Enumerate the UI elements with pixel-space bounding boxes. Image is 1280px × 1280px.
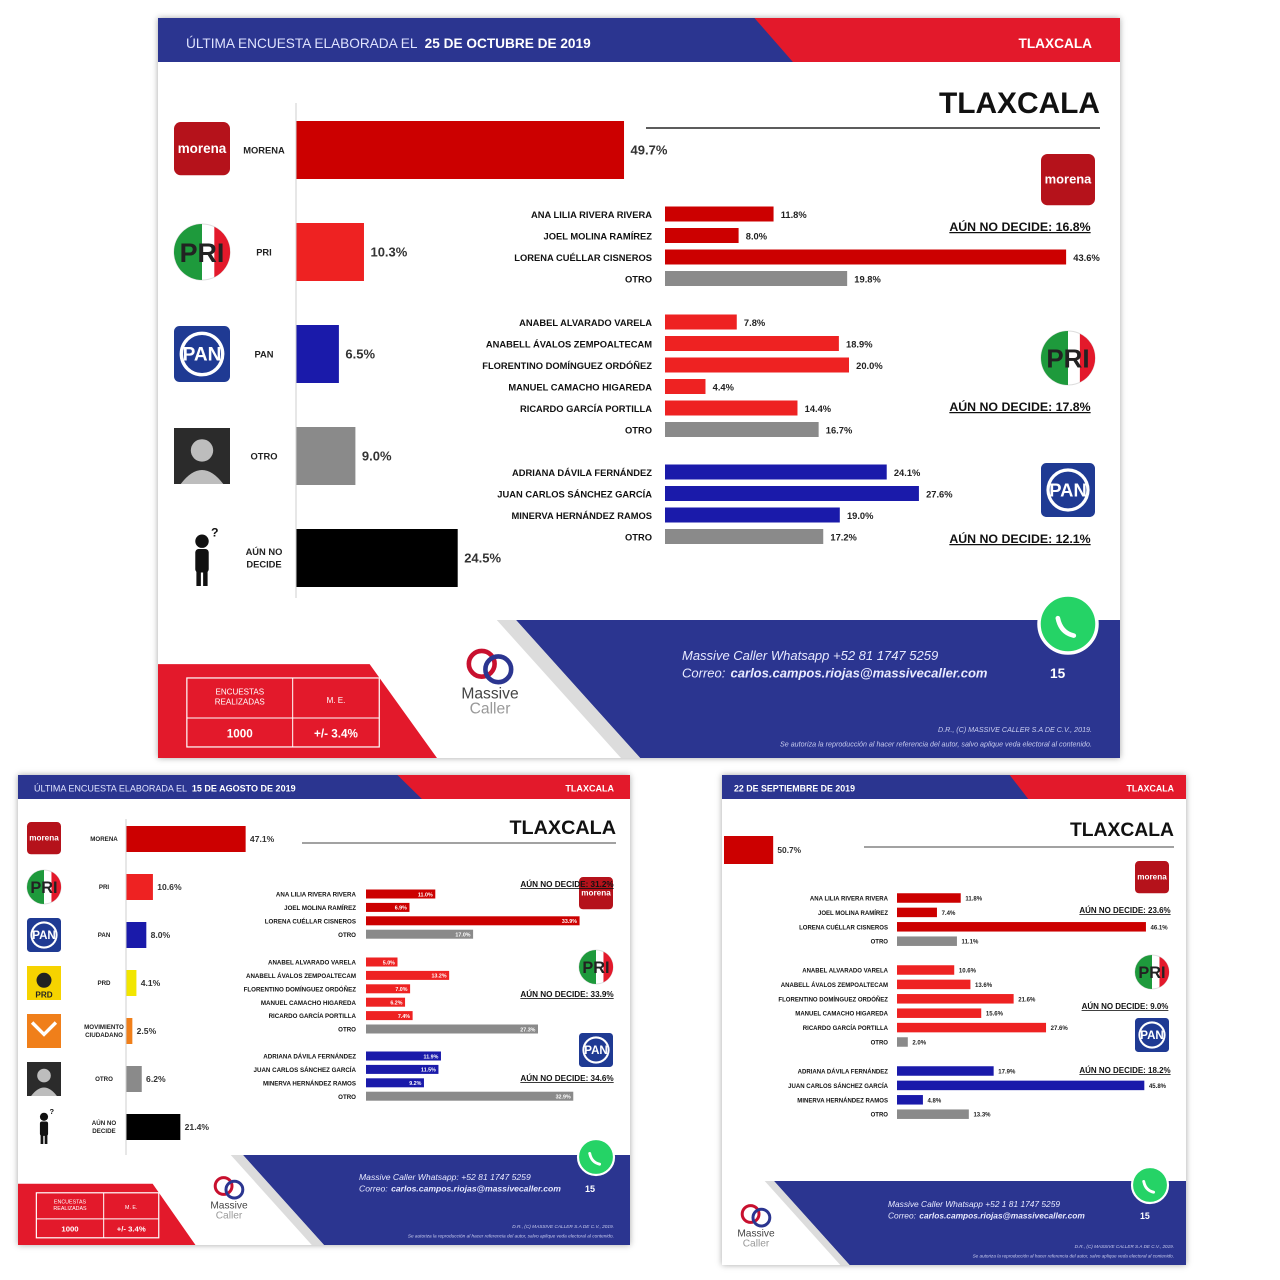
candidate-name: ADRIANA DÁVILA FERNÁNDEZ <box>797 1069 888 1076</box>
party-label: MOVIMIENTO CIUDADANO <box>84 1024 124 1040</box>
candidate-name: JOEL MOLINA RAMÍREZ <box>284 904 356 912</box>
candidate-value-label: 13.2% <box>431 973 447 980</box>
candidate-value-label: 16.7% <box>825 425 853 436</box>
candidate-name: OTRO <box>870 1112 888 1119</box>
party-label: MORENA <box>90 836 118 844</box>
candidate-value-label: 4.8% <box>927 1098 942 1105</box>
massive-caller-logo-icon <box>742 1206 759 1223</box>
party-bar <box>296 529 458 587</box>
candidate-name: ANABELL ÁVALOS ZEMPOALTECAM <box>246 972 356 980</box>
candidate-value-label: 11.5% <box>421 1067 436 1074</box>
candidate-bar <box>897 1109 969 1119</box>
undecided-person-icon <box>40 1107 55 1144</box>
candidate-name: MANUEL CAMACHO HIGAREDA <box>260 999 356 1007</box>
candidate-name: OTRO <box>338 931 356 939</box>
candidate-name: LORENA CUÉLLAR CISNEROS <box>514 252 652 263</box>
candidate-name: JUAN CARLOS SÁNCHEZ GARCÍA <box>253 1066 356 1074</box>
candidate-value-label: 13.3% <box>973 1112 991 1119</box>
candidate-name: JUAN CARLOS SÁNCHEZ GARCÍA <box>497 489 652 500</box>
margin-error-value: +/- 3.4% <box>314 727 358 741</box>
candidate-name: FLORENTINO DOMÍNGUEZ ORDÓÑEZ <box>243 986 356 994</box>
email-prefix: Correo: <box>888 1210 916 1221</box>
candidate-bar <box>665 228 739 243</box>
party-value-label: 6.2% <box>146 1074 166 1085</box>
copyright-note: D.R., (C) MASSIVE CALLER S.A DE C.V., 2019. <box>938 726 1092 734</box>
party-value-label: 2.5% <box>136 1026 157 1037</box>
party-value-label: 10.6% <box>157 882 182 893</box>
brand-name-bottom: Caller <box>742 1238 770 1250</box>
party-chart <box>174 103 668 598</box>
candidate-name: MANUEL CAMACHO HIGAREDA <box>508 382 652 393</box>
massive-caller-logo-icon <box>215 1178 232 1195</box>
party-value-label: 49.7% <box>630 142 668 158</box>
candidate-name: LORENA CUÉLLAR CISNEROS <box>799 925 888 932</box>
morena-logo-text: morena <box>581 888 611 898</box>
candidate-name: MINERVA HERNÁNDEZ RAMOS <box>511 510 652 521</box>
reproduction-note: Se autoriza la reproducción al hacer referencia del autor, salvo aplique veda electoral al contenido. <box>972 1253 1174 1259</box>
candidate-bar <box>897 922 1146 932</box>
candidate-value-label: 6.2% <box>390 1000 403 1007</box>
candidate-name: ANABELL ÁVALOS ZEMPOALTECAM <box>485 339 652 350</box>
candidate-value-label: 11.1% <box>961 939 979 946</box>
party-bar <box>126 970 136 996</box>
candidate-name: FLORENTINO DOMÍNGUEZ ORDÓÑEZ <box>482 360 652 371</box>
candidate-value-label: 11.0% <box>417 892 433 899</box>
reproduction-note: Se autoriza la reproducción al hacer referencia del autor, salvo aplique veda electoral al contenido. <box>779 740 1092 749</box>
candidate-name: OTRO <box>625 274 652 285</box>
party-label: PRD <box>97 980 111 988</box>
candidate-value-label: 13.6% <box>975 982 993 989</box>
candidate-value-label: 2.0% <box>912 1040 927 1047</box>
candidate-value-label: 20.0% <box>856 360 883 371</box>
candidate-bar <box>897 980 970 990</box>
survey-slide-september <box>722 775 1186 1265</box>
candidate-name: RICARDO GARCÍA PORTILLA <box>268 1013 356 1021</box>
candidate-bar <box>366 916 580 925</box>
email-prefix: Correo: <box>359 1183 388 1194</box>
candidate-bar <box>897 936 957 946</box>
candidate-bar <box>366 1025 538 1034</box>
surveys-value: 1000 <box>226 727 253 741</box>
copyright-note: D.R., (C) MASSIVE CALLER S.A DE C.V., 2019. <box>512 1224 614 1230</box>
undecided-label: AÚN NO DECIDE: 23.6% <box>1079 906 1171 915</box>
candidate-chart <box>778 861 1170 1119</box>
party-bar <box>126 1018 132 1044</box>
slide-canvas <box>722 775 1186 1265</box>
header-bar <box>158 18 1120 62</box>
pri-logo-text: PRI <box>1046 345 1090 374</box>
header-bar <box>722 775 1186 799</box>
party-label: MORENA <box>243 145 285 156</box>
candidate-value-label: 21.6% <box>1018 997 1036 1004</box>
whatsapp-contact: Massive Caller Whatsapp +52 1 81 1747 5259 <box>888 1199 1061 1209</box>
whatsapp-contact: Massive Caller Whatsapp +52 81 1747 5259 <box>682 648 939 663</box>
candidate-value-label: 19.0% <box>846 510 874 521</box>
party-value-label: 21.4% <box>184 1122 210 1133</box>
undecided-label: AÚN NO DECIDE: 9.0% <box>1081 1002 1169 1011</box>
candidate-name: MANUEL CAMACHO HIGAREDA <box>795 1011 888 1018</box>
candidate-value-label: 7.4% <box>941 910 956 917</box>
candidate-value-label: 6.9% <box>394 905 407 912</box>
candidate-name: MINERVA HERNÁNDEZ RAMOS <box>797 1098 888 1105</box>
surveys-value: 1000 <box>61 1224 79 1234</box>
candidate-name: ANA LILIA RIVERA RIVERA <box>809 896 888 903</box>
header-date: 15 DE AGOSTO DE 2019 <box>191 783 296 794</box>
undecided-label: AÚN NO DECIDE: 17.8% <box>949 400 1091 414</box>
candidate-name: ADRIANA DÁVILA FERNÁNDEZ <box>263 1053 356 1061</box>
candidate-value-label: 4.4% <box>712 382 734 393</box>
candidate-name: JOEL MOLINA RAMÍREZ <box>817 910 888 917</box>
pan-logo-text: PAN <box>1140 1030 1164 1043</box>
footer <box>18 1139 630 1245</box>
party-bar <box>126 826 246 852</box>
party-value-label: 10.3% <box>370 244 408 260</box>
candidate-name: OTRO <box>625 532 652 543</box>
candidate-value-label: 18.9% <box>846 339 873 350</box>
candidate-value-label: 32.9% <box>555 1094 571 1101</box>
candidate-name: OTRO <box>625 425 652 436</box>
candidate-name: ANABELL ÁVALOS ZEMPOALTECAM <box>780 982 888 989</box>
massive-caller-logo-icon <box>469 651 495 677</box>
whatsapp-icon <box>578 1139 614 1175</box>
candidate-bar <box>665 529 823 544</box>
candidate-bar <box>665 422 819 437</box>
margin-error-label: M. E. <box>326 695 346 705</box>
candidate-value-label: 7.4% <box>397 1013 411 1020</box>
brand-name-top: Massive <box>461 685 519 703</box>
survey-slide-august <box>18 775 630 1245</box>
candidate-value-label: 43.6% <box>1073 252 1100 263</box>
candidate-value-label: 11.8% <box>780 209 807 220</box>
candidate-value-label: 46.1% <box>1150 925 1168 932</box>
candidate-name: JOEL MOLINA RAMÍREZ <box>543 231 652 242</box>
candidate-bar <box>665 315 737 330</box>
candidate-bar <box>665 465 887 480</box>
candidate-name: OTRO <box>870 1040 888 1047</box>
morena-logo-text: morena <box>177 140 227 156</box>
pri-logo-text: PRI <box>179 238 225 269</box>
reproduction-note: Se autoriza la reproducción al hacer referencia del autor, salvo aplique veda electoral al contenido. <box>407 1234 614 1240</box>
pan-logo-text: PAN <box>584 1045 608 1058</box>
candidate-bar <box>665 271 847 286</box>
whatsapp-contact: Massive Caller Whatsapp: +52 81 1747 5259 <box>359 1172 531 1182</box>
morena-logo-text: morena <box>1044 171 1092 187</box>
candidate-bar <box>897 893 961 903</box>
party-value-label: 50.7% <box>777 844 802 855</box>
candidate-bar <box>897 1023 1046 1033</box>
party-bar <box>126 874 153 900</box>
candidate-name: ANABEL ALVARADO VARELA <box>802 968 888 975</box>
candidate-value-label: 8.0% <box>745 231 768 242</box>
party-bar <box>126 922 146 948</box>
candidate-name: OTRO <box>870 939 888 946</box>
candidate-bar <box>897 908 937 918</box>
undecided-label: AÚN NO DECIDE: 33.9% <box>520 990 614 999</box>
header-date: 22 DE SEPTIEMBRE DE 2019 <box>734 783 855 794</box>
candidate-bar <box>665 401 797 416</box>
pan-logo-text: PAN <box>1049 479 1087 501</box>
candidate-bar <box>665 207 774 222</box>
footer <box>158 595 1120 758</box>
candidate-bar <box>665 250 1066 265</box>
candidate-value-label: 17.2% <box>830 532 857 543</box>
movimiento-ciudadano-logo-icon <box>27 1014 61 1048</box>
candidate-value-label: 17.0% <box>455 932 471 939</box>
footer <box>737 1167 1186 1265</box>
party-label: OTRO <box>250 451 278 462</box>
page-title: TLAXCALA <box>938 87 1100 120</box>
candidate-bar <box>897 1081 1144 1091</box>
candidate-name: FLORENTINO DOMÍNGUEZ ORDÓÑEZ <box>778 997 888 1004</box>
header-state: TLAXCALA <box>1018 35 1092 51</box>
candidate-value-label: 19.8% <box>854 274 881 285</box>
candidate-name: RICARDO GARCÍA PORTILLA <box>519 403 652 414</box>
slide-canvas <box>18 775 630 1245</box>
party-chart <box>27 819 275 1155</box>
candidate-value-label: 27.6% <box>1050 1026 1068 1033</box>
brand-name-top: Massive <box>210 1200 248 1212</box>
brand-name-bottom: Caller <box>215 1210 243 1222</box>
party-bar <box>296 427 355 485</box>
candidate-name: OTRO <box>338 1093 356 1101</box>
candidate-bar <box>665 358 849 373</box>
party-label: PAN <box>97 932 111 940</box>
candidate-bar <box>897 1008 981 1018</box>
header-caption: ÚLTIMA ENCUESTA ELABORADA EL <box>34 783 187 794</box>
candidate-value-label: 9.2% <box>409 1081 422 1088</box>
candidate-name: JUAN CARLOS SÁNCHEZ GARCÍA <box>788 1083 888 1090</box>
email-address: carlos.campos.riojas@massivecaller.com <box>730 665 988 681</box>
candidate-value-label: 27.3% <box>520 1027 536 1034</box>
candidate-value-label: 10.6% <box>958 968 976 975</box>
candidate-value-label: 24.1% <box>893 467 921 478</box>
candidate-name: RICARDO GARCÍA PORTILLA <box>802 1026 888 1033</box>
pan-logo-text: PAN <box>32 930 56 943</box>
candidate-chart <box>482 154 1100 546</box>
candidate-value-label: 15.6% <box>985 1011 1003 1018</box>
undecided-label: AÚN NO DECIDE: 34.6% <box>520 1074 614 1083</box>
party-value-label: 9.0% <box>361 448 392 464</box>
party-bar <box>296 325 339 383</box>
candidate-bar <box>897 1066 994 1076</box>
brand-name-top: Massive <box>737 1228 775 1240</box>
slide-canvas <box>158 18 1120 758</box>
candidate-bar <box>897 1095 923 1105</box>
undecided-label: AÚN NO DECIDE: 31.2% <box>520 880 614 889</box>
candidate-value-label: 7.8% <box>743 317 766 328</box>
email-prefix: Correo: <box>682 665 726 681</box>
party-chart <box>724 835 802 864</box>
header-bar <box>18 775 630 799</box>
morena-logo-text: morena <box>29 833 59 843</box>
page-number: 15 <box>585 1184 596 1195</box>
party-value-label: 6.5% <box>345 346 376 362</box>
candidate-name: MINERVA HERNÁNDEZ RAMOS <box>262 1080 356 1088</box>
candidate-value-label: 11.9% <box>423 1054 439 1061</box>
candidate-value-label: 14.4% <box>804 403 832 414</box>
pan-logo-text: PAN <box>182 344 222 366</box>
survey-slide-october <box>158 18 1120 758</box>
pri-logo-text: PRI <box>1138 964 1166 983</box>
party-bar <box>296 121 624 179</box>
prd-logo-text: PRD <box>35 990 53 1000</box>
svg-text:?: ? <box>210 525 219 540</box>
party-bar <box>724 836 773 864</box>
undecided-person-icon <box>195 526 218 586</box>
margin-error-value: +/- 3.4% <box>116 1224 146 1234</box>
candidate-bar <box>897 994 1014 1004</box>
undecided-label: AÚN NO DECIDE: 12.1% <box>949 532 1091 546</box>
morena-logo-text: morena <box>1137 872 1167 882</box>
surveys-label: ENCUESTAS REALIZADAS <box>53 1199 87 1213</box>
candidate-bar <box>665 508 840 523</box>
party-value-label: 24.5% <box>464 550 502 566</box>
brand-name-bottom: Caller <box>469 700 511 718</box>
candidate-bar <box>897 1037 908 1047</box>
pri-logo-text: PRI <box>30 879 58 898</box>
candidate-name: ANA LILIA RIVERA RIVERA <box>275 891 356 899</box>
party-bar <box>126 1066 142 1092</box>
candidate-name: ANABEL ALVARADO VARELA <box>519 317 652 328</box>
party-label: PAN <box>254 349 274 360</box>
candidate-value-label: 45.8% <box>1148 1083 1167 1090</box>
party-label: AÚN NO DECIDE <box>91 1120 117 1136</box>
header-state: TLAXCALA <box>1126 783 1174 794</box>
candidate-bar <box>665 336 839 351</box>
candidate-name: LORENA CUÉLLAR CISNEROS <box>264 918 356 926</box>
party-label: AÚN NO DECIDE <box>245 547 283 570</box>
whatsapp-icon <box>1039 595 1097 653</box>
email-address: carlos.campos.riojas@massivecaller.com <box>391 1183 561 1194</box>
page-number: 15 <box>1140 1210 1150 1221</box>
candidate-value-label: 11.8% <box>965 896 983 903</box>
party-label: OTRO <box>95 1076 113 1084</box>
party-value-label: 4.1% <box>140 978 161 989</box>
candidate-bar <box>366 1092 573 1101</box>
pri-logo-text: PRI <box>582 959 610 978</box>
party-value-label: 47.1% <box>249 834 275 845</box>
party-label: PRI <box>256 247 272 258</box>
party-bar <box>126 1114 180 1140</box>
candidate-name: OTRO <box>338 1026 356 1034</box>
candidate-value-label: 17.9% <box>998 1069 1016 1076</box>
candidate-name: ANA LILIA RIVERA RIVERA <box>531 209 652 220</box>
candidate-name: ANABEL ALVARADO VARELA <box>268 959 356 967</box>
margin-error-label: M. E. <box>125 1205 138 1211</box>
header-caption: ÚLTIMA ENCUESTA ELABORADA EL <box>186 35 418 51</box>
email-address: carlos.campos.riojas@massivecaller.com <box>919 1210 1085 1221</box>
surveys-label: ENCUESTAS REALIZADAS <box>214 687 265 707</box>
candidate-bar <box>897 965 954 975</box>
header-date: 25 DE OCTUBRE DE 2019 <box>424 35 591 51</box>
party-label: PRI <box>98 884 110 892</box>
copyright-note: D.R., (C) MASSIVE CALLER S.A DE C.V., 2019. <box>1074 1244 1174 1250</box>
candidate-value-label: 33.9% <box>561 919 577 926</box>
page-title: TLAXCALA <box>1069 820 1174 841</box>
undecided-label: AÚN NO DECIDE: 18.2% <box>1079 1066 1171 1075</box>
whatsapp-icon <box>1132 1167 1168 1203</box>
candidate-value-label: 5.0% <box>382 960 395 967</box>
page-title: TLAXCALA <box>509 817 616 839</box>
page-number: 15 <box>1050 666 1066 682</box>
candidate-chart <box>244 877 615 1101</box>
candidate-name: ADRIANA DÁVILA FERNÁNDEZ <box>512 467 652 478</box>
header-state: TLAXCALA <box>565 783 614 794</box>
party-value-label: 8.0% <box>150 930 171 941</box>
party-bar <box>296 223 364 281</box>
candidate-bar <box>665 379 705 394</box>
svg-text:?: ? <box>49 1107 55 1117</box>
candidate-bar <box>665 486 919 501</box>
candidate-value-label: 7.0% <box>395 987 408 994</box>
undecided-label: AÚN NO DECIDE: 16.8% <box>949 220 1091 234</box>
candidate-value-label: 27.6% <box>926 489 953 500</box>
